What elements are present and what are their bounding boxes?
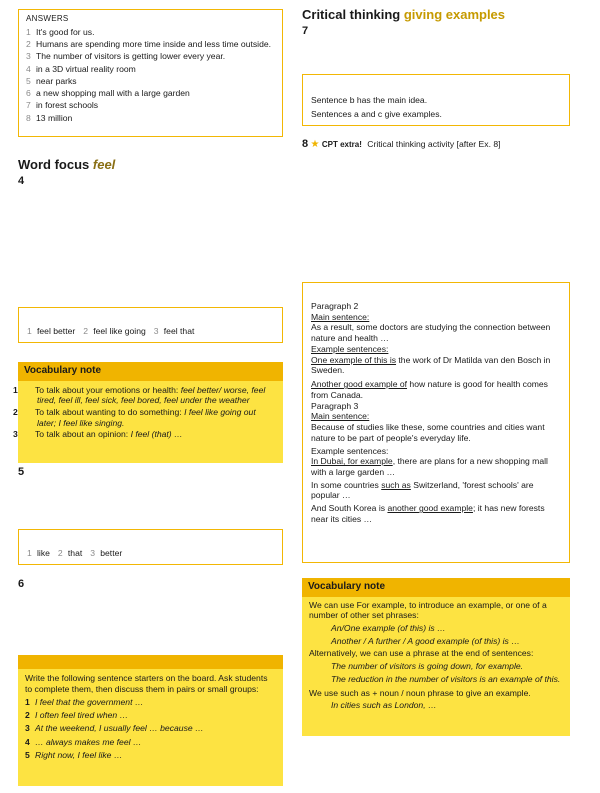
- paragraph-2-example-1-rest: the work of Dr Matilda van den Bosch in Sweden.: [311, 354, 551, 376]
- paragraph-2-example-label: Example sentences:: [311, 343, 389, 354]
- vocabulary-note-item-text: To talk about wanting to do something:: [35, 406, 182, 417]
- short-answer-text: better: [100, 548, 123, 558]
- vocabulary-note-item-examples: I feel (that) …: [130, 429, 183, 440]
- sentence-starters-box: [18, 655, 283, 786]
- vocabulary-note-right-such-as: We use such as + noun / noun phrase to give an example.: [309, 687, 531, 698]
- answer-text: in forest schools: [36, 100, 99, 111]
- sentence-starter-number: 4: [25, 736, 30, 747]
- answer-number: 4: [26, 63, 31, 74]
- paragraph-3-main-label: Main sentence:: [311, 411, 370, 422]
- vocabulary-note-right-example-2: Another / A further / A good example (of this) is …: [331, 635, 520, 646]
- word-focus-title-a: Word focus: [18, 157, 90, 172]
- paragraph-3-example-label: Example sentences:: [311, 445, 389, 456]
- paragraph-3-example-3-lead: And South Korea is: [311, 503, 388, 514]
- star-icon: ★: [310, 139, 320, 150]
- answer-item: [26, 113, 275, 124]
- exercise-5-number: 5: [18, 466, 25, 478]
- paragraph-2-example-1-phrase: One example of this is: [311, 354, 397, 365]
- sentence-starter-text: I often feel tired when …: [35, 710, 129, 721]
- paragraph-3-main-sentence: Because of studies like these, some countries and cities want nature to be part of people's everyday life.: [311, 422, 545, 443]
- answer-number: 6: [26, 88, 31, 99]
- critical-thinking-title: [302, 7, 592, 23]
- answer-text: a new shopping mall with a large garden: [36, 88, 190, 99]
- sentence-starters-header-band: [18, 655, 283, 669]
- short-answer-number: 3: [90, 548, 96, 558]
- answer-number: 2: [26, 39, 31, 50]
- answer-item: [26, 76, 275, 87]
- answer-item: [26, 39, 275, 50]
- sentence-starter-number: 3: [25, 723, 30, 734]
- sentence-starter-item: [25, 750, 276, 761]
- vocabulary-note-right: [302, 578, 570, 736]
- paragraphs-answer-box: [302, 282, 570, 563]
- exercise-7-line-1: Sentence b has the main idea.: [311, 95, 428, 105]
- sentence-starter-text: … always makes me feel …: [35, 736, 142, 747]
- paragraph-2-example-2-rest: how nature is good for health comes from Canada.: [311, 379, 548, 400]
- short-answer-number: 2: [83, 326, 88, 336]
- vocabulary-note-right-body: [302, 597, 570, 715]
- answer-item: [26, 64, 275, 75]
- answer-item: [26, 51, 275, 62]
- vocabulary-note-item-number: 1: [13, 384, 18, 395]
- word-focus-title: [18, 157, 115, 173]
- paragraph-3-example-2-phrase: such as: [381, 479, 411, 490]
- short-answer-text: like: [37, 548, 50, 558]
- vocabulary-note-item-text: To talk about your emotions or health:: [35, 384, 179, 395]
- short-answer: [154, 326, 195, 336]
- short-answer-text: that: [67, 548, 83, 558]
- cpt-extra-text: Critical thinking activity [after Ex. 8]: [367, 139, 501, 149]
- answer-text: It's good for us.: [36, 27, 95, 37]
- paragraph-2-example-2-phrase: Another good example of: [311, 379, 408, 390]
- short-answer: [27, 548, 50, 558]
- paragraph-2-title: Paragraph 2: [311, 301, 359, 311]
- answer-number: 7: [26, 100, 31, 111]
- exercise-8-number: 8: [302, 138, 309, 150]
- short-answer-number: 1: [27, 548, 32, 558]
- sentence-starter-text: I feel that the government …: [35, 696, 144, 707]
- critical-thinking-title-b: giving examples: [403, 7, 506, 22]
- sentence-starter-item: [25, 737, 276, 748]
- paragraph-3-example-2-lead: In some countries: [311, 479, 382, 490]
- sentence-starters-items: [25, 697, 276, 761]
- short-answer: [90, 548, 122, 558]
- paragraph-3-example-1-rest: , there are plans for a new shopping mall with a large garden …: [311, 456, 548, 478]
- answer-text: 13 million: [36, 112, 73, 123]
- paragraph-3-example-2: [311, 480, 561, 501]
- vocabulary-note-left-heading: Vocabulary note: [18, 362, 283, 381]
- answer-text: near parks: [36, 75, 77, 86]
- answer-text: in a 3D virtual reality room: [36, 63, 136, 74]
- paragraph-3-example-3-phrase: another good example: [387, 503, 473, 514]
- sentence-starter-number: 2: [25, 710, 30, 721]
- exercise-7-answer-box: [302, 74, 570, 126]
- short-answer-text: feel better: [37, 326, 76, 336]
- vocabulary-note-item-text: To talk about an opinion:: [35, 429, 129, 440]
- vocabulary-note-item: [13, 406, 276, 428]
- answer-text: Humans are spending more time inside and less time outside.: [36, 39, 272, 50]
- answer-number: 8: [26, 112, 31, 123]
- exercise-5-answers: [27, 548, 274, 559]
- exercise-6-number: 6: [18, 578, 25, 590]
- vocabulary-note-left: [13, 362, 283, 463]
- answers-list: [26, 27, 275, 123]
- sentence-starter-item: [25, 710, 276, 721]
- exercise-7-line-2: Sentences a and c give examples.: [311, 108, 442, 119]
- vocabulary-note-left-items: [13, 381, 283, 444]
- vocabulary-note-item-number: 3: [13, 429, 18, 440]
- paragraph-3-example-3: [311, 503, 561, 524]
- vocabulary-note-right-example-1: An/One example (of this) is …: [331, 622, 446, 633]
- vocabulary-note-right-example-4: The reduction in the number of visitors is an example of this.: [331, 673, 561, 684]
- short-answer: [83, 326, 146, 336]
- short-answer-number: 1: [27, 326, 32, 336]
- paragraph-2-main-sentence: As a result, some doctors are studying the connection between nature and health …: [311, 322, 551, 344]
- answer-item: [26, 27, 275, 38]
- sentence-starters-intro: Write the following sentence starters on the board. Ask students to complete them, then discuss them in pairs or small groups:: [25, 673, 268, 694]
- exercise-8-line: [302, 138, 592, 152]
- paragraph-2-example-2: [311, 379, 561, 400]
- answer-text: The number of visitors is getting lower every year.: [36, 51, 226, 62]
- answers-heading: ANSWERS: [26, 14, 69, 23]
- answers-box: [18, 9, 283, 137]
- sentence-starter-item: [25, 697, 276, 708]
- paragraph-3-title: Paragraph 3: [311, 400, 359, 411]
- answer-item: [26, 88, 275, 99]
- vocabulary-note-item: [13, 384, 276, 406]
- paragraph-2-example-1: [311, 355, 561, 376]
- sentence-starter-text: Right now, I feel like …: [35, 749, 123, 760]
- paragraph-3-example-1: [311, 456, 561, 477]
- vocabulary-note-right-example-5: In cities such as London, …: [331, 700, 437, 711]
- vocabulary-note-right-alternative: Alternatively, we can use a phrase at the end of sentences:: [309, 648, 534, 659]
- paragraph-3-example-1-phrase: In Dubai, for example: [311, 456, 393, 467]
- sentence-starter-item: [25, 723, 276, 734]
- short-answer-text: feel like going: [93, 326, 146, 336]
- exercise-7-number: 7: [302, 25, 309, 37]
- critical-thinking-title-a: Critical thinking: [302, 7, 401, 22]
- sentence-starter-text: At the weekend, I usually feel … because …: [35, 723, 204, 734]
- answer-number: 1: [26, 27, 31, 37]
- vocabulary-note-item: [13, 429, 276, 440]
- sentence-starters-body: [18, 669, 283, 765]
- answer-number: 5: [26, 75, 31, 86]
- answer-number: 3: [26, 51, 31, 62]
- vocabulary-note-right-heading: Vocabulary note: [302, 578, 570, 597]
- paragraph-3-example-2-rest: Switzerland, 'forest schools' are popular …: [311, 479, 534, 501]
- sentence-starter-number: 5: [25, 749, 30, 760]
- vocabulary-note-item-examples: I feel like going out later; I feel like singing.: [37, 406, 256, 428]
- word-focus-title-b: feel: [92, 157, 116, 172]
- exercise-4-number: 4: [18, 175, 25, 187]
- vocabulary-note-right-example-3: The number of visitors is going down, for example.: [331, 661, 524, 672]
- sentence-starter-number: 1: [25, 696, 30, 707]
- exercise-4-answer-box: [18, 307, 283, 343]
- paragraph-3-example-3-rest: ; it has new forests near its cities …: [311, 503, 545, 524]
- short-answer: [27, 326, 75, 336]
- short-answer: [58, 548, 82, 558]
- exercise-5-answer-box: [18, 529, 283, 565]
- short-answer-number: 2: [57, 548, 63, 558]
- paragraph-2-main-label: Main sentence:: [311, 311, 370, 322]
- answer-item: [26, 100, 275, 111]
- cpt-extra-label: CPT extra!: [321, 140, 362, 149]
- short-answer-text: feel that: [163, 326, 195, 336]
- vocabulary-note-right-intro: We can use For example, to introduce an example, or one of a number of other set phrases:: [309, 599, 547, 621]
- exercise-4-answers: [27, 326, 274, 337]
- short-answer-number: 3: [153, 326, 159, 336]
- vocabulary-note-item-examples: feel better/ worse, feel tired, feel ill, feel sick, feel bored, feel under the weather: [37, 384, 266, 406]
- vocabulary-note-item-number: 2: [13, 406, 18, 417]
